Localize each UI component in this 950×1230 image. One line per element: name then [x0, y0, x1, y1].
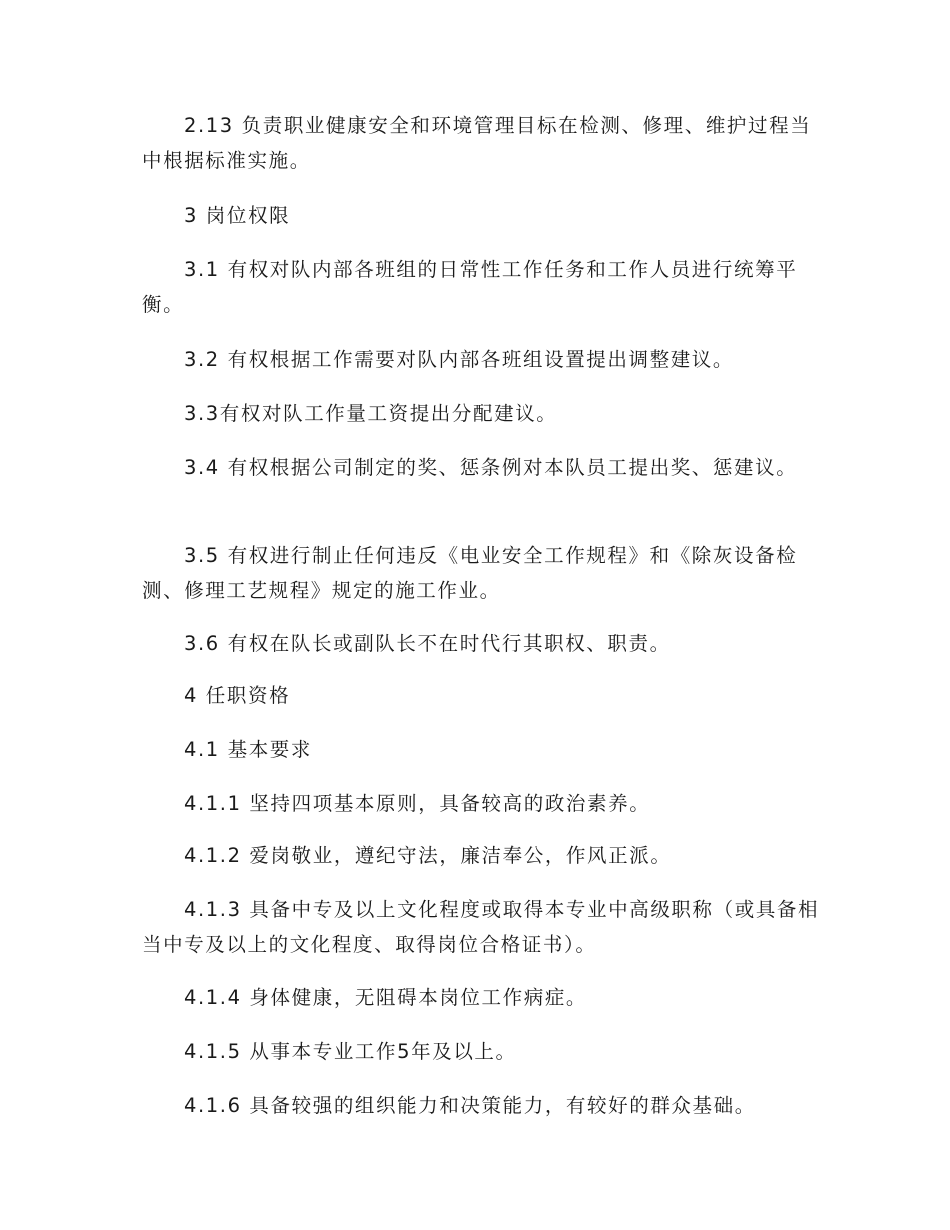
paragraph-3-2: 3.2 有权根据工作需要对队内部各班组设置提出调整建议。	[184, 348, 735, 371]
paragraph-4-1-3: 4.1.3 具备中专及以上文化程度或取得本专业中高级职称（或具备相当中专及以上的文化程度、取得岗位合格证书）。	[142, 898, 820, 956]
subsection-heading-4-1: 4.1 基本要求	[184, 738, 313, 761]
paragraph-2-13: 2.13 负责职业健康安全和环境管理目标在检测、修理、维护过程当中根据标准实施。	[142, 114, 812, 172]
paragraph-3-3: 3.3有权对队工作量工资提出分配建议。	[184, 402, 558, 425]
paragraph-3-6: 3.6 有权在队长或副队长不在时代行其职权、职责。	[184, 632, 671, 655]
paragraph-3-1: 3.1 有权对队内部各班组的日常性工作任务和工作人员进行统筹平衡。	[142, 258, 798, 316]
paragraph-4-1-6: 4.1.6 具备较强的组织能力和决策能力，有较好的群众基础。	[184, 1094, 756, 1117]
paragraph-4-1-4: 4.1.4 身体健康，无阻碍本岗位工作病症。	[184, 986, 588, 1009]
paragraph-4-1-2: 4.1.2 爱岗敬业，遵纪守法，廉洁奉公，作风正派。	[184, 844, 672, 867]
paragraph-4-1-5: 4.1.5 从事本专业工作5年及以上。	[184, 1040, 517, 1063]
paragraph-3-5: 3.5 有权进行制止任何违反《电业安全工作规程》和《除灰设备检测、修理工艺规程》规定的施工作业。	[142, 544, 798, 602]
paragraph-3-4: 3.4 有权根据公司制定的奖、惩条例对本队员工提出奖、惩建议。	[184, 456, 798, 479]
section-heading-3: 3 岗位权限	[184, 204, 291, 227]
section-heading-4: 4 任职资格	[184, 684, 291, 707]
paragraph-4-1-1: 4.1.1 坚持四项基本原则，具备较高的政治素养。	[184, 792, 651, 815]
